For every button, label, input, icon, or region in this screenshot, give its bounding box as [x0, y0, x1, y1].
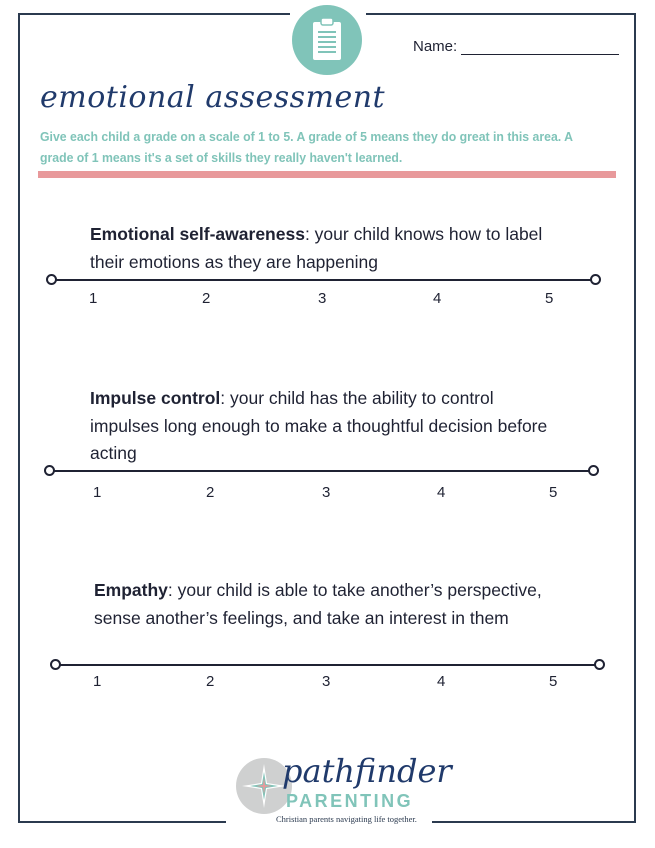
frame-left — [18, 13, 20, 823]
scale-start-dot — [46, 274, 57, 285]
item-term: Impulse control — [90, 388, 221, 408]
scale-line — [55, 664, 599, 666]
frame-top-right — [366, 13, 636, 15]
item-empathy — [94, 577, 544, 632]
frame-right — [634, 13, 636, 823]
logo-brand-text: PARENTING — [286, 791, 414, 811]
scale-label-4[interactable]: 4 — [433, 290, 442, 307]
scale-label-2[interactable]: 2 — [206, 673, 215, 690]
scale-end-dot — [588, 465, 599, 476]
name-label: Name: — [413, 38, 458, 55]
scale-line — [49, 470, 593, 472]
scale-start-dot — [50, 659, 61, 670]
scale-label-2[interactable]: 2 — [206, 484, 215, 501]
frame-top-left — [18, 13, 290, 15]
scale-label-1[interactable]: 1 — [93, 484, 102, 501]
clipboard-icon — [292, 5, 362, 75]
instructions-text: Give each child a grade on a scale of 1 to 5. A grade of 5 means they do great in this area. A grade of 1 means it's a set of skills they really haven't learned. — [40, 129, 573, 165]
scale-label-5[interactable]: 5 — [545, 290, 554, 307]
scale-label-2[interactable]: 2 — [202, 290, 211, 307]
item-description: : your child has the ability to control impulses long enough to make a thoughtful decision before acting — [90, 388, 548, 463]
frame-bottom-right — [432, 821, 636, 823]
page-title: emotional assessment — [40, 80, 386, 115]
item-term: Emotional self-awareness — [90, 224, 305, 244]
item-description: : your child knows how to label their emotions as they are happening — [90, 224, 543, 272]
scale-label-5[interactable]: 5 — [549, 673, 558, 690]
logo-script-text: pathfinder — [282, 752, 452, 790]
scale-end-dot — [590, 274, 601, 285]
frame-bottom-left — [18, 821, 226, 823]
item-term: Empathy — [94, 580, 168, 600]
scale-label-3[interactable]: 3 — [322, 673, 331, 690]
scale-label-4[interactable]: 4 — [437, 673, 446, 690]
logo-tagline: Christian parents navigating life together. — [276, 814, 417, 824]
pathfinder-logo — [226, 750, 452, 830]
name-field[interactable] — [461, 54, 619, 55]
scale-start-dot — [44, 465, 55, 476]
scale-label-4[interactable]: 4 — [437, 484, 446, 501]
scale-end-dot — [594, 659, 605, 670]
item-description: : your child is able to take another’s perspective, sense another’s feelings, and take an interest in them — [94, 580, 542, 628]
scale-label-1[interactable]: 1 — [93, 673, 102, 690]
item-emotional-self-awareness — [90, 221, 570, 276]
scale-label-3[interactable]: 3 — [322, 484, 331, 501]
item-impulse-control — [90, 385, 560, 468]
scale-line — [51, 279, 595, 281]
scale-label-3[interactable]: 3 — [318, 290, 327, 307]
scale-label-5[interactable]: 5 — [549, 484, 558, 501]
scale-label-1[interactable]: 1 — [89, 290, 98, 307]
section-divider — [38, 171, 616, 178]
